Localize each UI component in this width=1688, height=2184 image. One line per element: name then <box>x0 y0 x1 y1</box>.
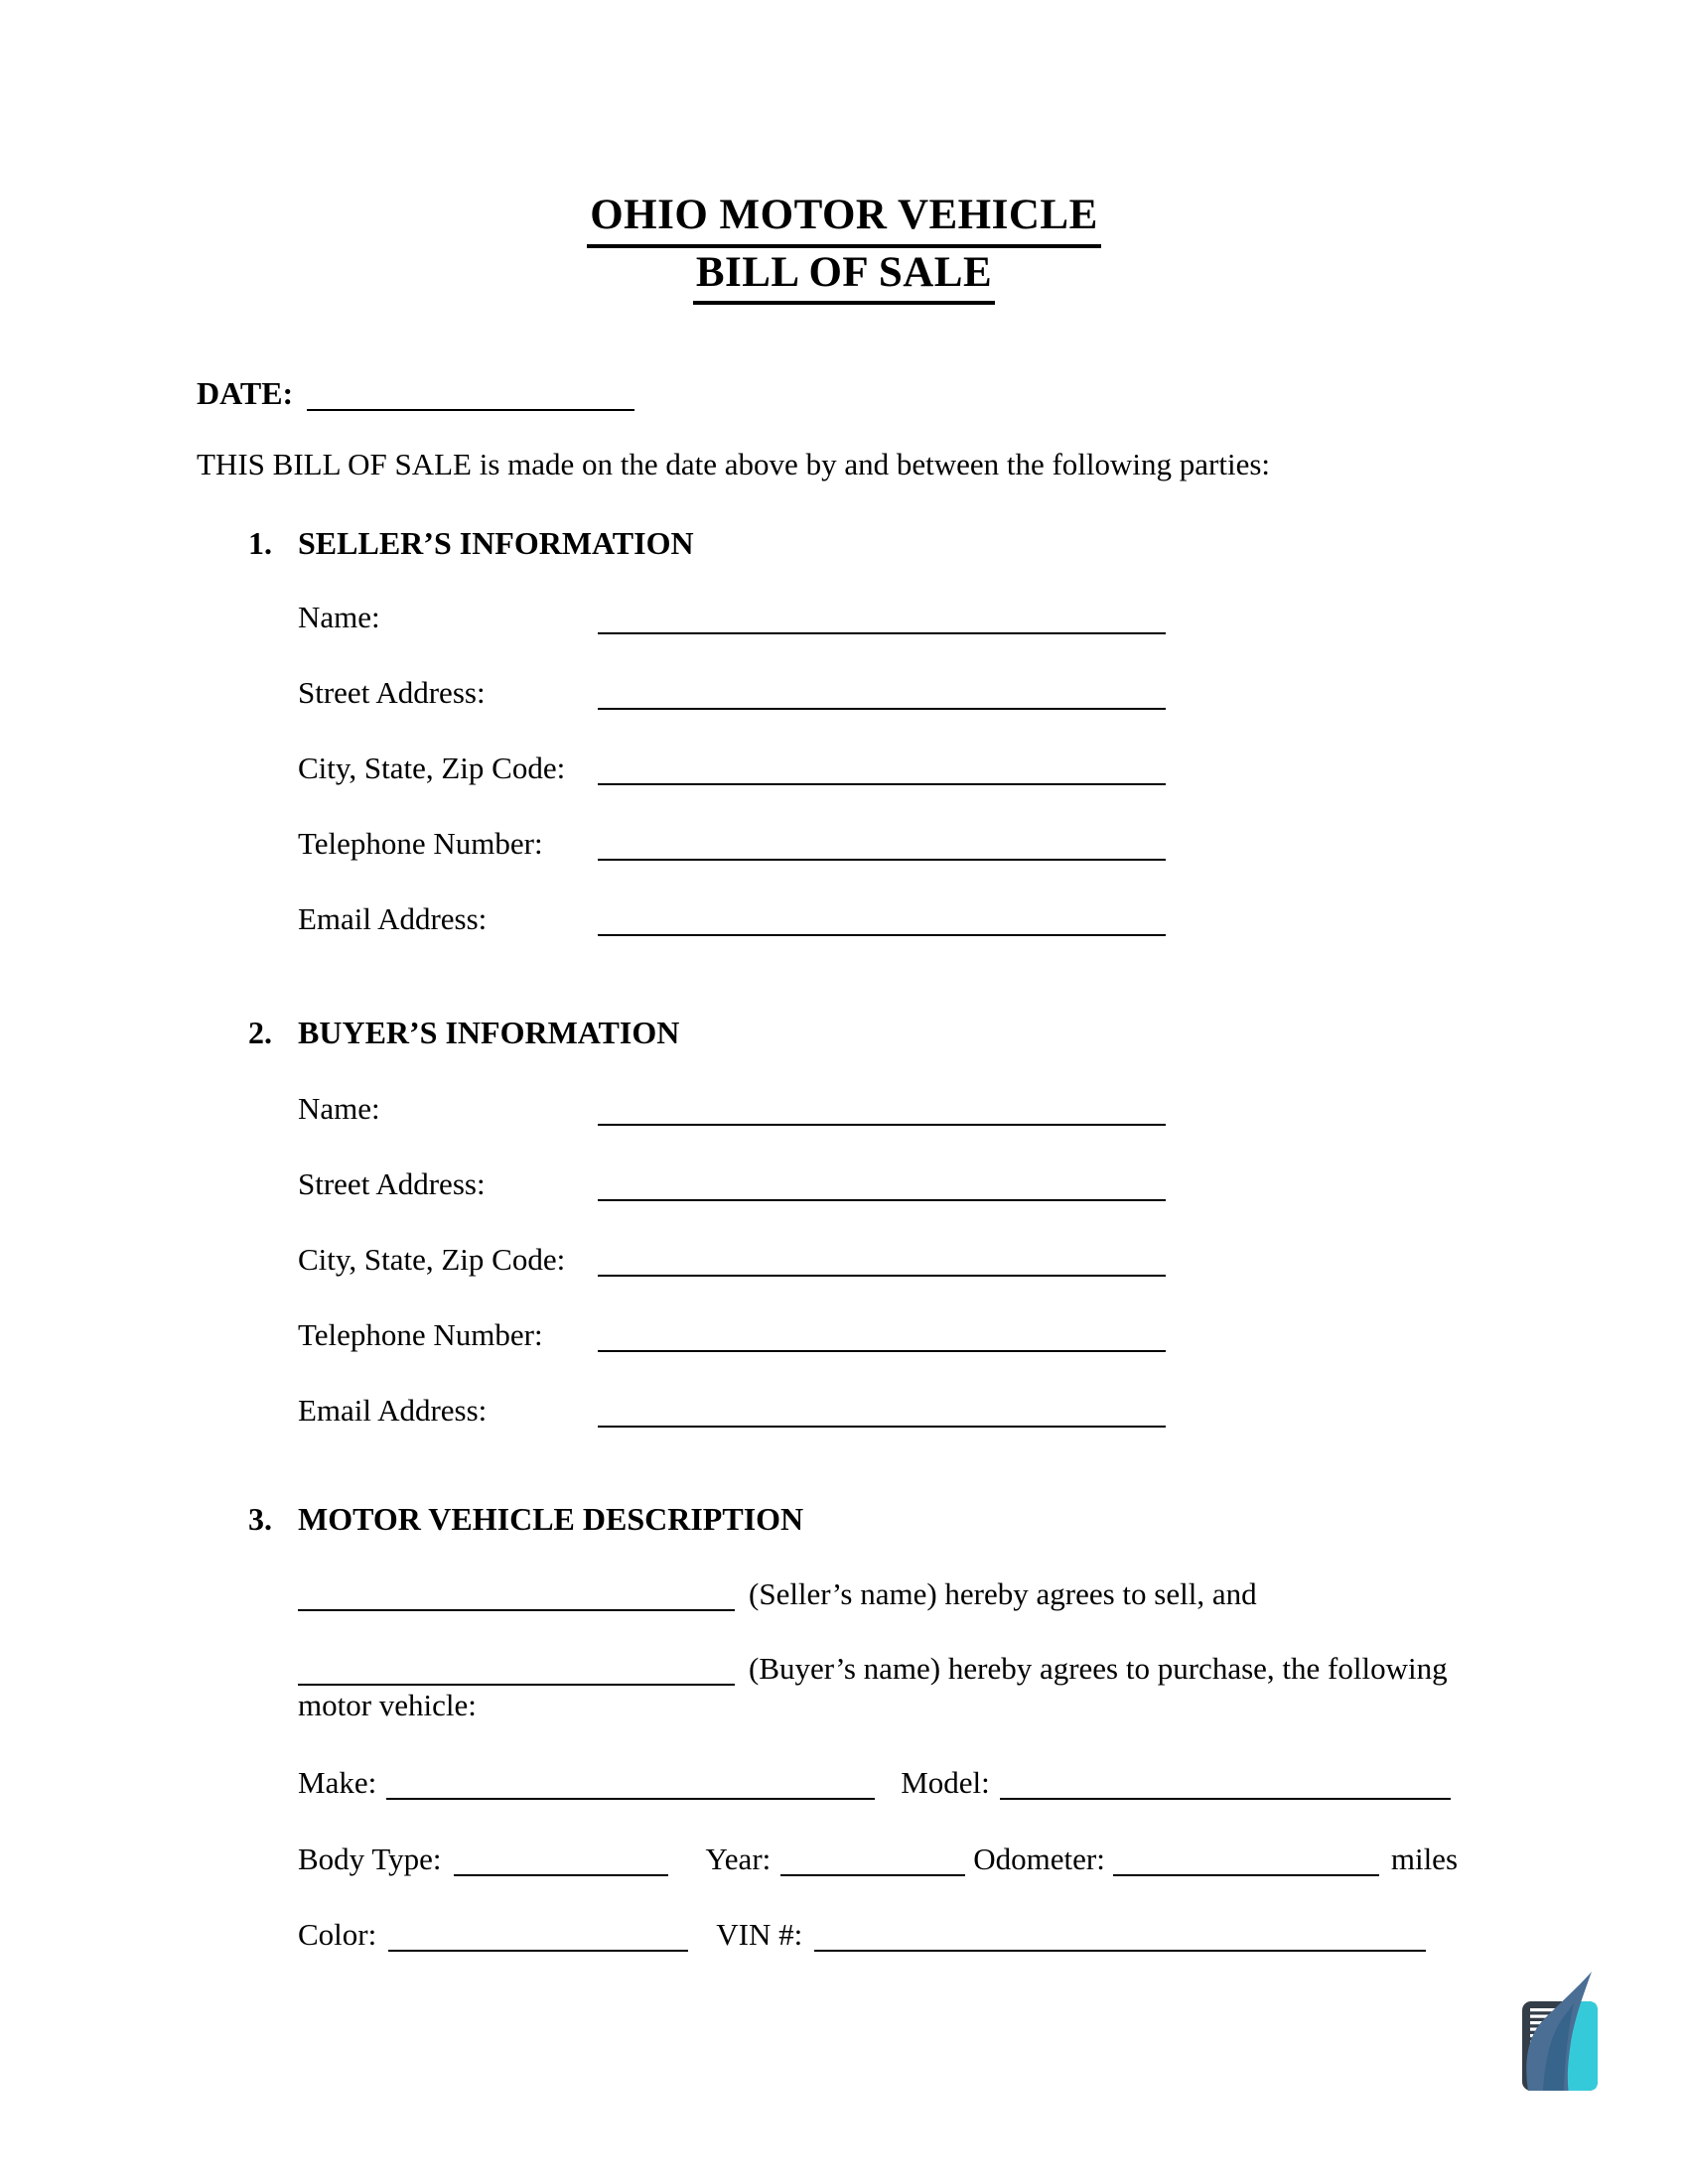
buyer-street-address-label: Street Address: <box>298 1166 486 1201</box>
vehicle-seller-name-field[interactable] <box>298 1579 735 1611</box>
miles-label: miles <box>1390 1842 1459 1876</box>
motor-vehicle-wrap-text: motor vehicle: <box>298 1688 477 1722</box>
section-number: 3. <box>248 1501 272 1537</box>
section-number: 1. <box>248 525 272 561</box>
seller-name-field[interactable] <box>598 603 1166 634</box>
seller-email-row <box>298 903 1166 936</box>
section-header-seller-information <box>248 527 694 559</box>
year-field[interactable] <box>780 1844 965 1876</box>
section-title: BUYER’S INFORMATION <box>298 1015 680 1050</box>
buyer-email-label: Email Address: <box>298 1393 488 1428</box>
model-field[interactable] <box>1000 1768 1451 1800</box>
year-label: Year: <box>705 1842 772 1876</box>
seller-name-label: Name: <box>298 600 380 634</box>
seller-city-state-zip-label: City, State, Zip Code: <box>298 751 566 785</box>
date-row <box>197 377 634 411</box>
vehicle-seller-name-text: (Seller’s name) hereby agrees to sell, and <box>749 1576 1257 1611</box>
date-field[interactable] <box>307 379 634 411</box>
seller-telephone-field[interactable] <box>598 829 1166 861</box>
seller-street-address-field[interactable] <box>598 678 1166 710</box>
buyer-telephone-row <box>298 1319 1166 1352</box>
vehicle-buyer-name-field[interactable] <box>298 1654 735 1686</box>
model-label: Model: <box>901 1765 990 1800</box>
vin-field[interactable] <box>814 1920 1426 1952</box>
vehicle-buyer-name-text: (Buyer’s name) hereby agrees to purchase, the following <box>749 1651 1448 1686</box>
seller-street-address-row <box>298 677 1166 710</box>
buyer-street-address-field[interactable] <box>598 1169 1166 1201</box>
make-field[interactable] <box>386 1768 875 1800</box>
seller-city-state-zip-field[interactable] <box>598 753 1166 785</box>
seller-email-label: Email Address: <box>298 901 488 936</box>
section-header-motor-vehicle-description <box>248 1503 803 1535</box>
color-vin-row <box>298 1919 1426 1952</box>
seller-telephone-label: Telephone Number: <box>298 826 543 861</box>
intro-paragraph: THIS BILL OF SALE is made on the date above by and between the following parties: <box>197 447 1271 481</box>
body-type-label: Body Type: <box>298 1842 442 1876</box>
seller-telephone-row <box>298 828 1166 861</box>
seller-email-field[interactable] <box>598 904 1166 936</box>
make-label: Make: <box>298 1765 377 1800</box>
buyer-city-state-zip-row <box>298 1244 1166 1277</box>
body-year-odometer-row <box>298 1843 1458 1876</box>
title-line-1: OHIO MOTOR VEHICLE <box>587 191 1101 248</box>
buyer-street-address-row <box>298 1168 1166 1201</box>
section-number: 2. <box>248 1015 272 1050</box>
date-label: DATE: <box>197 375 294 411</box>
section-title: MOTOR VEHICLE DESCRIPTION <box>298 1501 804 1537</box>
make-model-row <box>298 1767 1451 1800</box>
buyer-name-row <box>298 1093 1166 1126</box>
title-line-2: BILL OF SALE <box>693 248 995 306</box>
odometer-field[interactable] <box>1113 1844 1379 1876</box>
buyer-email-row <box>298 1395 1166 1428</box>
color-field[interactable] <box>388 1920 688 1952</box>
color-label: Color: <box>298 1917 377 1952</box>
vin-label: VIN #: <box>716 1917 803 1952</box>
buyer-city-state-zip-field[interactable] <box>598 1245 1166 1277</box>
buyer-email-field[interactable] <box>598 1396 1166 1428</box>
section-title: SELLER’S INFORMATION <box>298 525 694 561</box>
vehicle-buyer-name-row <box>298 1653 1448 1686</box>
buyer-name-label: Name: <box>298 1091 380 1126</box>
buyer-telephone-label: Telephone Number: <box>298 1317 543 1352</box>
seller-name-row <box>298 602 1166 634</box>
buyer-city-state-zip-label: City, State, Zip Code: <box>298 1242 566 1277</box>
odometer-label: Odometer: <box>973 1842 1105 1876</box>
formspal-document-curl-logo <box>1519 1970 1603 2093</box>
document-title <box>20 191 1668 305</box>
body-type-field[interactable] <box>454 1844 668 1876</box>
buyer-telephone-field[interactable] <box>598 1320 1166 1352</box>
seller-city-state-zip-row <box>298 752 1166 785</box>
vehicle-seller-name-row <box>298 1578 1257 1611</box>
section-header-buyer-information <box>248 1017 679 1048</box>
seller-street-address-label: Street Address: <box>298 675 486 710</box>
buyer-name-field[interactable] <box>598 1094 1166 1126</box>
